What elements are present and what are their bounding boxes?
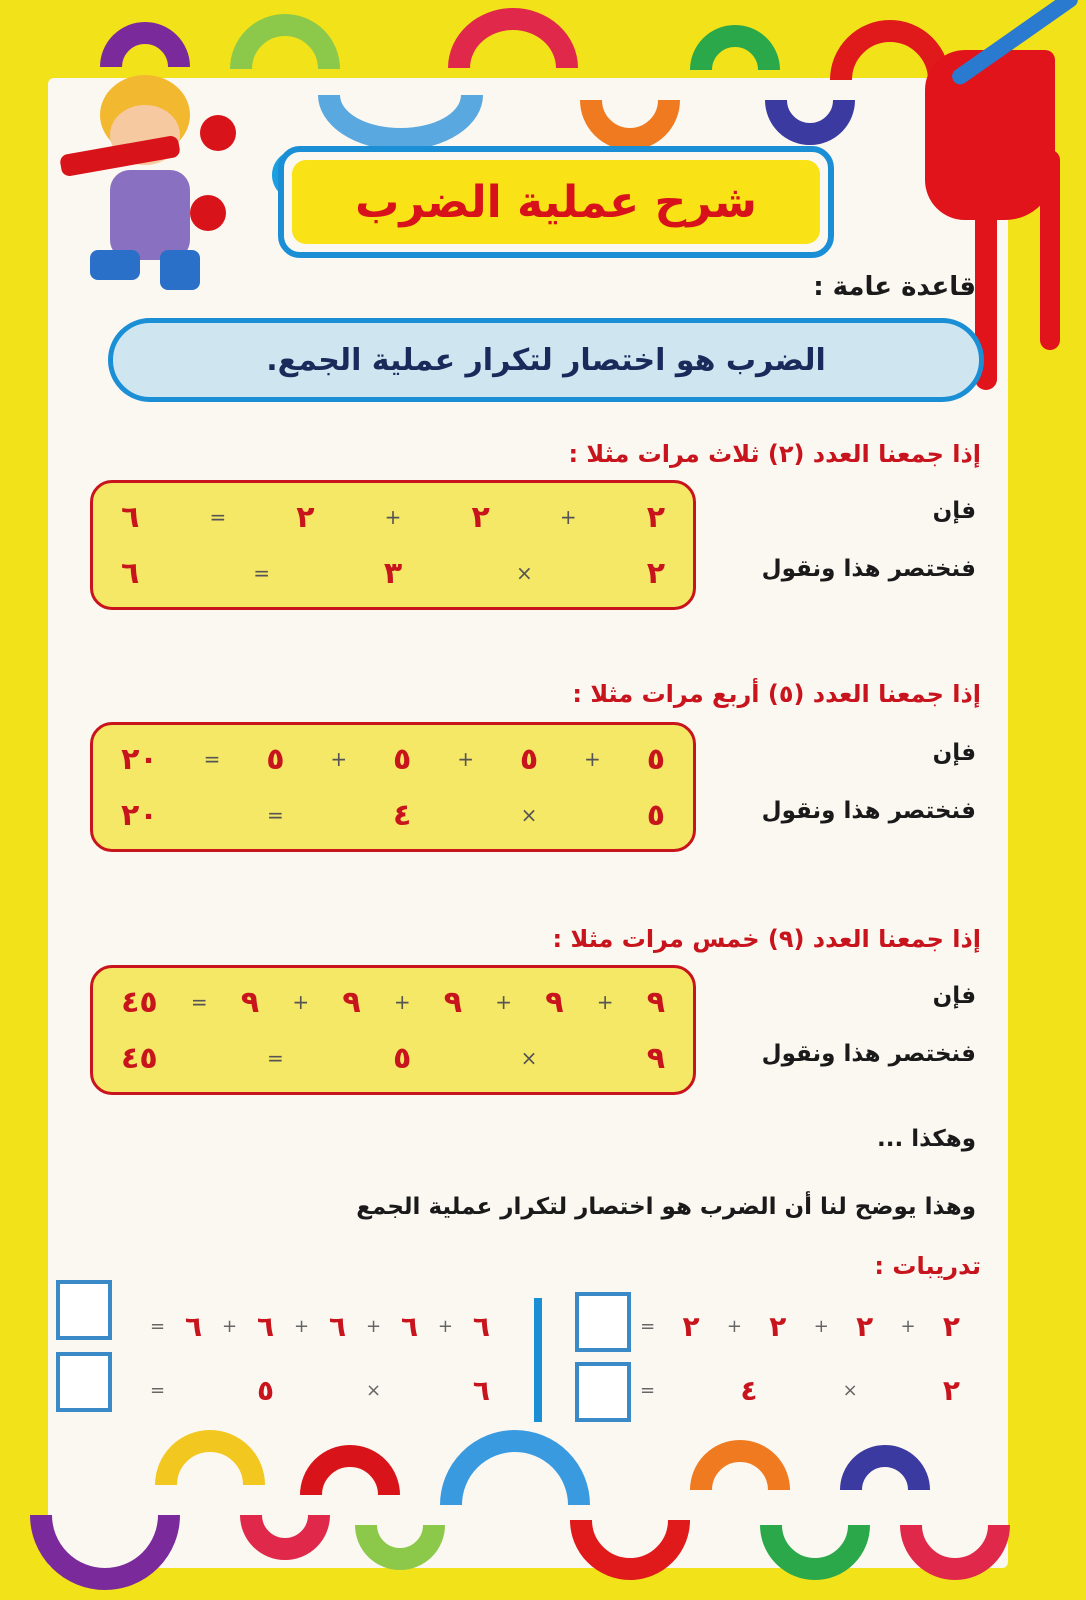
number: ٥ — [256, 1373, 275, 1407]
operator: + — [900, 1315, 916, 1337]
number: ٦ — [472, 1309, 490, 1343]
boy-illustration — [60, 75, 240, 305]
decor-arc — [580, 50, 680, 150]
example-heading: إذا جمعنا العدد (٩) خمس مرات مثلا : — [552, 925, 981, 953]
and-so-on-text: وهكذا ... — [876, 1126, 976, 1152]
exercise-row — [150, 1360, 490, 1420]
number: ٦ — [257, 1309, 275, 1343]
operator: = — [266, 803, 284, 827]
number: ٢ — [942, 1309, 960, 1343]
number: ٢ — [646, 555, 665, 591]
addition-row — [121, 974, 665, 1030]
then-label: فإن — [932, 983, 976, 1009]
operator: + — [813, 1315, 829, 1337]
number: ٣ — [383, 555, 403, 591]
operator: × — [520, 803, 538, 827]
operator: = — [190, 990, 208, 1014]
title-box — [278, 146, 834, 258]
exercise-divider — [534, 1298, 542, 1422]
number: ٥ — [519, 741, 539, 777]
exercise-row — [150, 1296, 490, 1356]
shorten-label: فنختصر هذا ونقول — [761, 1041, 976, 1067]
example-heading: إذا جمعنا العدد (٥) أربع مرات مثلا : — [572, 680, 981, 708]
answer-box[interactable] — [575, 1362, 631, 1422]
example-heading: إذا جمعنا العدد (٢) ثلاث مرات مثلا : — [568, 440, 981, 468]
paint-drip — [1040, 150, 1060, 350]
number: ٩ — [342, 984, 361, 1020]
exercise-row — [640, 1296, 960, 1356]
operator: + — [559, 505, 577, 529]
number: ٩ — [646, 984, 665, 1020]
number: ٢٠ — [121, 741, 158, 777]
number: ٩ — [443, 984, 463, 1020]
operator: + — [222, 1315, 238, 1337]
multiplication-row — [121, 545, 665, 601]
equation-box — [90, 722, 696, 852]
number: ٦ — [328, 1309, 347, 1343]
operator: + — [293, 1315, 310, 1337]
multiplication-row — [121, 1030, 665, 1086]
number: ٦ — [400, 1309, 419, 1343]
operator: + — [495, 990, 513, 1014]
number: ٢ — [682, 1309, 700, 1343]
rule-text: الضرب هو اختصار لتكرار عملية الجمع. — [108, 318, 984, 402]
number: ٢ — [769, 1309, 787, 1343]
conclusion-text: وهذا يوضح لنا أن الضرب هو اختصار لتكرار عملية الجمع — [356, 1194, 976, 1220]
operator: = — [203, 747, 221, 771]
operator: = — [150, 1315, 166, 1337]
number: ٤٥ — [121, 984, 158, 1020]
operator: + — [330, 747, 348, 771]
equation-box — [90, 965, 696, 1095]
number: ٦ — [185, 1309, 203, 1343]
page-title: شرح عملية الضرب — [292, 160, 820, 244]
operator: = — [253, 561, 270, 585]
number: ٢ — [296, 499, 315, 535]
operator: + — [393, 990, 411, 1014]
number: ٥ — [393, 1040, 412, 1076]
answer-box[interactable] — [575, 1292, 631, 1352]
multiplication-row — [121, 787, 665, 843]
number: ٩ — [646, 1040, 665, 1076]
number: ٢ — [646, 499, 665, 535]
operator: × — [516, 561, 533, 585]
number: ٤ — [393, 797, 412, 833]
operator: + — [596, 990, 614, 1014]
operator: + — [384, 505, 402, 529]
operator: + — [726, 1315, 742, 1337]
number: ٦ — [121, 555, 140, 591]
number: ٥ — [646, 797, 665, 833]
answer-box[interactable] — [56, 1352, 112, 1412]
number: ٩ — [240, 984, 260, 1020]
number: ٥ — [266, 741, 285, 777]
then-label: فإن — [932, 740, 976, 766]
number: ٦ — [121, 499, 140, 535]
operator: + — [365, 1315, 382, 1337]
answer-box[interactable] — [56, 1280, 112, 1340]
operator: × — [842, 1379, 858, 1401]
number: ٥ — [393, 741, 412, 777]
exercises-label: تدريبات : — [874, 1252, 981, 1280]
operator: + — [584, 747, 601, 771]
number: ٩ — [545, 984, 564, 1020]
number: ٥ — [646, 741, 665, 777]
operator: = — [640, 1315, 656, 1337]
operator: + — [437, 1315, 454, 1337]
number: ٢٠ — [121, 797, 158, 833]
operator: + — [457, 747, 474, 771]
equation-box — [90, 480, 696, 610]
operator: = — [209, 505, 227, 529]
operator: × — [520, 1046, 538, 1070]
shorten-label: فنختصر هذا ونقول — [761, 798, 976, 824]
rule-label: قاعدة عامة : — [813, 272, 976, 302]
operator: = — [150, 1379, 166, 1401]
operator: × — [365, 1379, 382, 1401]
then-label: فإن — [932, 498, 976, 524]
number: ٤٥ — [121, 1040, 158, 1076]
operator: = — [640, 1379, 656, 1401]
addition-row — [121, 489, 665, 545]
number: ٢ — [942, 1373, 960, 1407]
number: ٢ — [471, 499, 490, 535]
operator: = — [266, 1046, 284, 1070]
addition-row — [121, 731, 665, 787]
number: ٢ — [856, 1309, 874, 1343]
number: ٦ — [472, 1373, 490, 1407]
exercise-row — [640, 1360, 960, 1420]
shorten-label: فنختصر هذا ونقول — [761, 556, 976, 582]
number: ٤ — [740, 1373, 758, 1407]
operator: + — [292, 990, 310, 1014]
